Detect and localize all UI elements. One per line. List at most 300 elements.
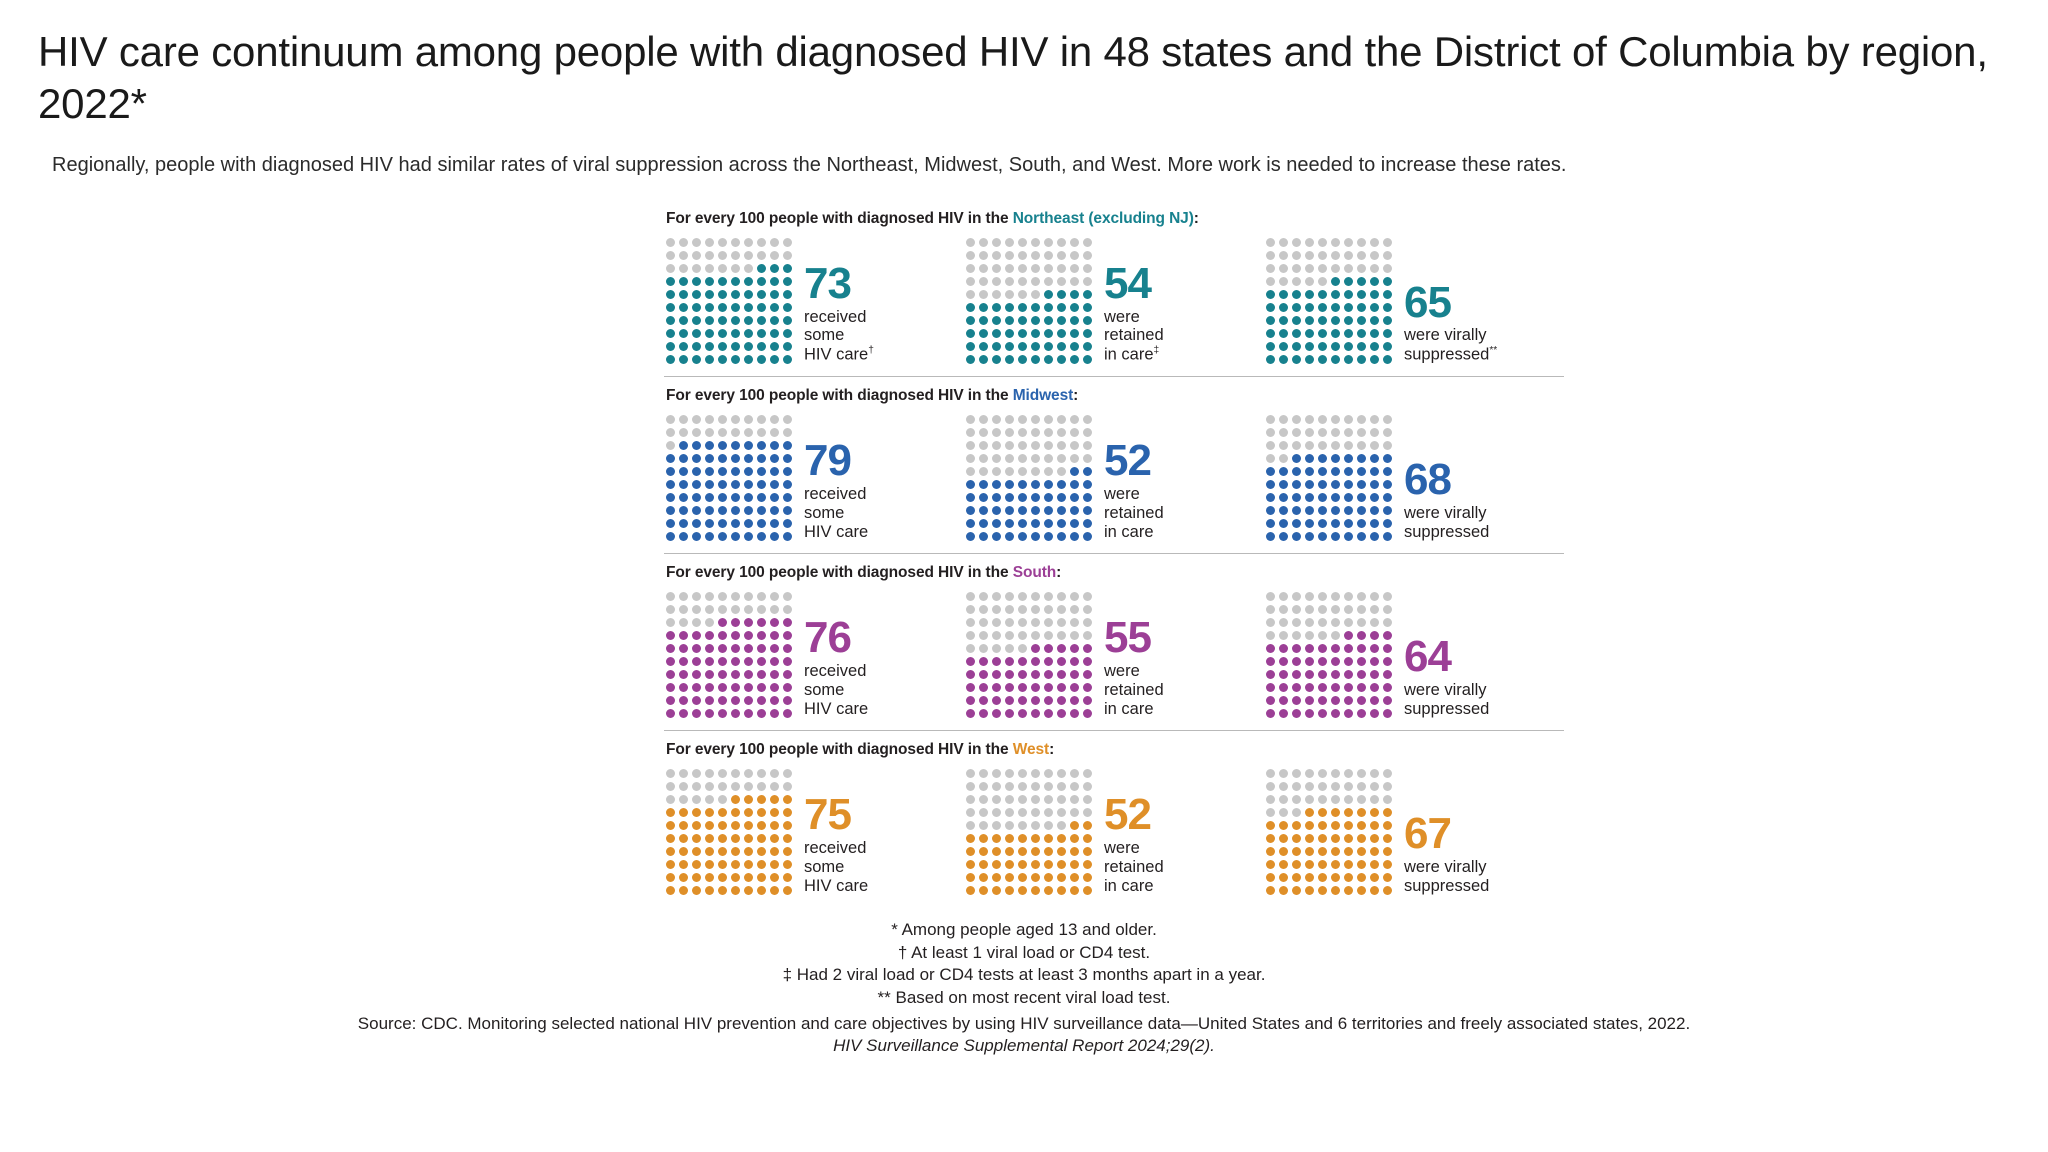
dot-filled bbox=[1383, 808, 1392, 817]
dot-filled bbox=[1331, 329, 1340, 338]
dot-filled bbox=[1344, 709, 1353, 718]
dot-filled bbox=[1357, 821, 1366, 830]
footnote-asterisk: * Among people aged 13 and older. bbox=[891, 920, 1157, 940]
metric-label-block bbox=[1404, 277, 1498, 367]
dot-empty bbox=[1279, 592, 1288, 601]
dot-empty bbox=[1370, 238, 1379, 247]
dot-filled bbox=[666, 342, 675, 351]
dot-filled bbox=[1305, 303, 1314, 312]
dot-filled bbox=[979, 683, 988, 692]
dot-filled bbox=[705, 342, 714, 351]
dot-empty bbox=[1044, 808, 1053, 817]
dot-filled bbox=[731, 532, 740, 541]
dot-filled bbox=[1357, 342, 1366, 351]
dot-empty bbox=[666, 251, 675, 260]
dot-empty bbox=[1005, 644, 1014, 653]
dot-filled bbox=[1383, 631, 1392, 640]
dot-empty bbox=[1292, 808, 1301, 817]
region-panels bbox=[664, 200, 1564, 907]
heading-colon: : bbox=[1049, 741, 1055, 759]
dot-filled bbox=[731, 834, 740, 843]
dot-filled bbox=[1266, 355, 1275, 364]
dot-filled bbox=[757, 657, 766, 666]
dot-empty bbox=[783, 769, 792, 778]
dot-empty bbox=[1279, 441, 1288, 450]
dot-empty bbox=[1370, 769, 1379, 778]
dot-empty bbox=[979, 618, 988, 627]
dot-empty bbox=[1305, 631, 1314, 640]
dot-filled bbox=[1344, 873, 1353, 882]
dot-filled bbox=[692, 493, 701, 502]
dot-empty bbox=[1292, 415, 1301, 424]
dot-empty bbox=[770, 428, 779, 437]
dot-filled bbox=[1031, 506, 1040, 515]
dot-filled bbox=[966, 342, 975, 351]
dot-filled bbox=[1057, 532, 1066, 541]
dot-filled bbox=[1031, 657, 1040, 666]
dot-filled bbox=[718, 342, 727, 351]
dot-filled bbox=[1031, 696, 1040, 705]
dot-filled bbox=[705, 886, 714, 895]
metric-caption-line: some bbox=[804, 857, 845, 876]
dot-empty bbox=[1057, 454, 1066, 463]
dot-filled bbox=[1318, 467, 1327, 476]
dot-empty bbox=[1005, 454, 1014, 463]
dot-empty bbox=[1357, 238, 1366, 247]
dot-filled bbox=[679, 834, 688, 843]
dot-filled bbox=[705, 631, 714, 640]
dot-empty bbox=[1044, 277, 1053, 286]
dot-empty bbox=[1305, 605, 1314, 614]
dot-filled bbox=[992, 329, 1001, 338]
dot-empty bbox=[1279, 795, 1288, 804]
dot-filled bbox=[1370, 683, 1379, 692]
dot-empty bbox=[1044, 238, 1053, 247]
metric-caption-line: retained bbox=[1104, 503, 1164, 522]
dot-filled bbox=[1292, 873, 1301, 882]
dot-filled bbox=[783, 290, 792, 299]
dot-empty bbox=[666, 415, 675, 424]
dot-filled bbox=[666, 532, 675, 541]
dot-filled bbox=[1331, 886, 1340, 895]
dot-filled bbox=[666, 657, 675, 666]
dot-empty bbox=[679, 238, 688, 247]
dot-empty bbox=[1031, 454, 1040, 463]
dot-filled bbox=[1357, 277, 1366, 286]
dot-filled bbox=[1331, 644, 1340, 653]
dot-filled bbox=[1331, 657, 1340, 666]
dot-filled bbox=[1318, 454, 1327, 463]
dot-filled bbox=[1279, 657, 1288, 666]
dot-filled bbox=[705, 821, 714, 830]
dot-filled bbox=[1383, 847, 1392, 856]
dot-filled bbox=[783, 886, 792, 895]
dot-empty bbox=[705, 251, 714, 260]
dot-filled bbox=[1305, 834, 1314, 843]
dot-filled bbox=[1331, 821, 1340, 830]
dot-empty bbox=[992, 605, 1001, 614]
dot-filled bbox=[1266, 670, 1275, 679]
dot-filled bbox=[1279, 886, 1288, 895]
dot-filled bbox=[770, 355, 779, 364]
dot-filled bbox=[757, 631, 766, 640]
dot-filled bbox=[783, 303, 792, 312]
dot-filled bbox=[1018, 342, 1027, 351]
dot-filled bbox=[783, 519, 792, 528]
dot-empty bbox=[1057, 264, 1066, 273]
dot-filled bbox=[1279, 821, 1288, 830]
dot-empty bbox=[783, 592, 792, 601]
dot-empty bbox=[718, 795, 727, 804]
dot-filled bbox=[992, 506, 1001, 515]
metric-label-block bbox=[804, 613, 869, 720]
dot-empty bbox=[1018, 782, 1027, 791]
dot-filled bbox=[783, 618, 792, 627]
dot-filled bbox=[1083, 696, 1092, 705]
dot-empty bbox=[1018, 467, 1027, 476]
dot-empty bbox=[1031, 605, 1040, 614]
dot-filled bbox=[1266, 493, 1275, 502]
dot-filled bbox=[1070, 303, 1079, 312]
dot-filled bbox=[1044, 316, 1053, 325]
dot-filled bbox=[1370, 847, 1379, 856]
dot-filled bbox=[1083, 821, 1092, 830]
dot-filled bbox=[1044, 532, 1053, 541]
metric-caption-line: in care bbox=[1104, 699, 1154, 718]
dot-filled bbox=[992, 873, 1001, 882]
dot-filled bbox=[1005, 657, 1014, 666]
dot-empty bbox=[757, 592, 766, 601]
dot-filled bbox=[1083, 355, 1092, 364]
dot-filled bbox=[1266, 644, 1275, 653]
dot-filled bbox=[1005, 480, 1014, 489]
dot-empty bbox=[1018, 251, 1027, 260]
dot-filled bbox=[1083, 847, 1092, 856]
dot-filled bbox=[1370, 329, 1379, 338]
dot-filled bbox=[679, 303, 688, 312]
dot-filled bbox=[705, 670, 714, 679]
dot-empty bbox=[770, 782, 779, 791]
metric-caption-line: HIV care bbox=[804, 876, 869, 895]
dot-matrix bbox=[664, 413, 794, 543]
dot-filled bbox=[757, 847, 766, 856]
dot-filled bbox=[1305, 290, 1314, 299]
dot-empty bbox=[705, 769, 714, 778]
dot-empty bbox=[679, 618, 688, 627]
dot-filled bbox=[705, 860, 714, 869]
dot-filled bbox=[966, 657, 975, 666]
dot-filled bbox=[1057, 342, 1066, 351]
metric-label-block bbox=[804, 258, 874, 366]
dot-empty bbox=[1331, 795, 1340, 804]
dot-empty bbox=[992, 290, 1001, 299]
dot-empty bbox=[1305, 277, 1314, 286]
dot-empty bbox=[1070, 441, 1079, 450]
dot-filled bbox=[1070, 329, 1079, 338]
metric-caption-line: retained bbox=[1104, 326, 1164, 345]
dot-filled bbox=[966, 493, 975, 502]
dot-filled bbox=[1057, 316, 1066, 325]
dot-empty bbox=[1266, 631, 1275, 640]
dot-filled bbox=[1331, 847, 1340, 856]
dot-empty bbox=[1305, 264, 1314, 273]
dot-filled bbox=[679, 329, 688, 338]
dot-filled bbox=[1357, 670, 1366, 679]
metric-label-block bbox=[804, 790, 869, 897]
dot-filled bbox=[1344, 657, 1353, 666]
dot-empty bbox=[1018, 795, 1027, 804]
dot-filled bbox=[1370, 873, 1379, 882]
dot-filled bbox=[1331, 519, 1340, 528]
dot-filled bbox=[979, 303, 988, 312]
dot-empty bbox=[1005, 631, 1014, 640]
dot-empty bbox=[1370, 605, 1379, 614]
dot-filled bbox=[666, 329, 675, 338]
dot-filled bbox=[744, 467, 753, 476]
dot-filled bbox=[1031, 670, 1040, 679]
dot-filled bbox=[1279, 493, 1288, 502]
dot-filled bbox=[1044, 657, 1053, 666]
dot-empty bbox=[1331, 441, 1340, 450]
dot-empty bbox=[1005, 277, 1014, 286]
dot-filled bbox=[757, 696, 766, 705]
dot-empty bbox=[1031, 618, 1040, 627]
dot-filled bbox=[1044, 834, 1053, 843]
dot-filled bbox=[1044, 683, 1053, 692]
dot-filled bbox=[1331, 683, 1340, 692]
dot-empty bbox=[1044, 605, 1053, 614]
dot-matrix bbox=[964, 767, 1094, 897]
dot-empty bbox=[979, 290, 988, 299]
dot-empty bbox=[783, 605, 792, 614]
dot-filled bbox=[1018, 316, 1027, 325]
dot-filled bbox=[1305, 808, 1314, 817]
dot-empty bbox=[1005, 251, 1014, 260]
dot-filled bbox=[1292, 480, 1301, 489]
dot-empty bbox=[979, 277, 988, 286]
dot-filled bbox=[1005, 303, 1014, 312]
dot-empty bbox=[1318, 592, 1327, 601]
dot-matrix bbox=[1264, 590, 1394, 720]
dot-filled bbox=[705, 441, 714, 450]
dot-filled bbox=[1318, 834, 1327, 843]
metric-label-block bbox=[1104, 613, 1164, 720]
dot-filled bbox=[1331, 493, 1340, 502]
dot-filled bbox=[1331, 506, 1340, 515]
metric-label-block bbox=[1404, 632, 1490, 720]
dot-filled bbox=[783, 709, 792, 718]
dot-filled bbox=[692, 873, 701, 882]
dot-filled bbox=[992, 342, 1001, 351]
dot-empty bbox=[1370, 441, 1379, 450]
metric-value: 54 bbox=[1104, 258, 1151, 308]
dot-empty bbox=[1031, 251, 1040, 260]
dot-filled bbox=[1292, 821, 1301, 830]
dot-filled bbox=[1005, 316, 1014, 325]
dot-empty bbox=[783, 238, 792, 247]
dot-empty bbox=[979, 769, 988, 778]
metric-group bbox=[1264, 236, 1564, 366]
dot-filled bbox=[1018, 355, 1027, 364]
dot-filled bbox=[1318, 860, 1327, 869]
dot-filled bbox=[1357, 290, 1366, 299]
metric-caption-line: HIV care bbox=[804, 699, 869, 718]
footnotes bbox=[174, 919, 1874, 1058]
dot-filled bbox=[1279, 480, 1288, 489]
dot-filled bbox=[1383, 290, 1392, 299]
dot-filled bbox=[770, 480, 779, 489]
dot-filled bbox=[979, 657, 988, 666]
dot-filled bbox=[731, 847, 740, 856]
dot-empty bbox=[1357, 251, 1366, 260]
dot-empty bbox=[666, 605, 675, 614]
dot-filled bbox=[731, 290, 740, 299]
metric-label-block bbox=[1104, 258, 1164, 366]
dot-filled bbox=[1370, 886, 1379, 895]
dot-filled bbox=[679, 454, 688, 463]
dot-empty bbox=[1383, 428, 1392, 437]
dot-filled bbox=[744, 847, 753, 856]
dot-filled bbox=[1305, 860, 1314, 869]
dot-filled bbox=[1083, 709, 1092, 718]
dot-filled bbox=[731, 329, 740, 338]
footnote-marker: ‡ bbox=[1153, 345, 1160, 357]
dot-filled bbox=[770, 342, 779, 351]
dot-empty bbox=[1279, 605, 1288, 614]
dot-filled bbox=[1357, 519, 1366, 528]
dot-empty bbox=[1305, 238, 1314, 247]
dot-filled bbox=[718, 644, 727, 653]
metric-caption-line: some bbox=[804, 680, 845, 699]
dot-filled bbox=[770, 316, 779, 325]
dot-filled bbox=[1057, 290, 1066, 299]
dot-filled bbox=[757, 290, 766, 299]
dot-empty bbox=[1344, 238, 1353, 247]
dot-filled bbox=[1083, 303, 1092, 312]
dot-filled bbox=[966, 480, 975, 489]
dot-empty bbox=[1070, 277, 1079, 286]
dot-filled bbox=[757, 644, 766, 653]
dot-empty bbox=[1344, 618, 1353, 627]
dot-empty bbox=[1318, 428, 1327, 437]
dot-filled bbox=[966, 329, 975, 338]
metric-caption bbox=[1404, 504, 1489, 541]
dot-filled bbox=[1370, 316, 1379, 325]
dot-filled bbox=[731, 886, 740, 895]
dot-filled bbox=[1279, 532, 1288, 541]
dot-empty bbox=[1044, 782, 1053, 791]
dot-filled bbox=[718, 886, 727, 895]
report-line: HIV Surveillance Supplemental Report 2024;29(2). bbox=[833, 1036, 1215, 1056]
dot-empty bbox=[1266, 769, 1275, 778]
dot-empty bbox=[692, 782, 701, 791]
dot-filled bbox=[966, 670, 975, 679]
dot-empty bbox=[1318, 251, 1327, 260]
dot-filled bbox=[783, 696, 792, 705]
dot-filled bbox=[1357, 454, 1366, 463]
dot-filled bbox=[1057, 493, 1066, 502]
dot-filled bbox=[705, 277, 714, 286]
dot-empty bbox=[1018, 808, 1027, 817]
dot-filled bbox=[992, 860, 1001, 869]
dot-filled bbox=[770, 290, 779, 299]
dot-filled bbox=[705, 834, 714, 843]
metric-caption bbox=[804, 662, 868, 718]
metric-group bbox=[664, 236, 964, 366]
dot-filled bbox=[1357, 493, 1366, 502]
dot-filled bbox=[718, 277, 727, 286]
dot-filled bbox=[666, 886, 675, 895]
region-panel bbox=[664, 731, 1564, 907]
dot-filled bbox=[757, 454, 766, 463]
dot-empty bbox=[1292, 769, 1301, 778]
dot-filled bbox=[692, 631, 701, 640]
dot-empty bbox=[1083, 264, 1092, 273]
dot-filled bbox=[731, 441, 740, 450]
dot-empty bbox=[1383, 251, 1392, 260]
dot-filled bbox=[744, 342, 753, 351]
dot-filled bbox=[1005, 683, 1014, 692]
dot-empty bbox=[705, 592, 714, 601]
dot-filled bbox=[1331, 808, 1340, 817]
dot-filled bbox=[692, 467, 701, 476]
dot-filled bbox=[666, 290, 675, 299]
dot-filled bbox=[770, 795, 779, 804]
dot-empty bbox=[966, 467, 975, 476]
dot-filled bbox=[692, 532, 701, 541]
dot-filled bbox=[731, 303, 740, 312]
dot-empty bbox=[1044, 251, 1053, 260]
dot-filled bbox=[770, 886, 779, 895]
dot-filled bbox=[979, 847, 988, 856]
dot-empty bbox=[1044, 264, 1053, 273]
metric-value: 73 bbox=[804, 258, 851, 308]
dot-filled bbox=[1357, 873, 1366, 882]
metric-group bbox=[964, 590, 1264, 720]
dot-filled bbox=[770, 467, 779, 476]
dot-filled bbox=[718, 670, 727, 679]
dot-empty bbox=[1344, 428, 1353, 437]
dot-filled bbox=[1044, 644, 1053, 653]
dot-filled bbox=[731, 618, 740, 627]
dot-filled bbox=[783, 277, 792, 286]
dot-filled bbox=[1018, 329, 1027, 338]
dot-empty bbox=[966, 251, 975, 260]
dot-empty bbox=[979, 605, 988, 614]
dot-empty bbox=[718, 238, 727, 247]
dot-empty bbox=[979, 428, 988, 437]
dot-filled bbox=[1305, 316, 1314, 325]
dot-empty bbox=[1305, 782, 1314, 791]
dot-filled bbox=[757, 303, 766, 312]
dot-filled bbox=[979, 709, 988, 718]
dot-filled bbox=[1266, 696, 1275, 705]
dot-filled bbox=[1057, 670, 1066, 679]
dot-filled bbox=[1331, 454, 1340, 463]
dot-filled bbox=[692, 355, 701, 364]
dot-empty bbox=[1031, 238, 1040, 247]
dot-filled bbox=[1018, 493, 1027, 502]
dot-empty bbox=[1083, 605, 1092, 614]
dot-filled bbox=[1279, 329, 1288, 338]
dot-empty bbox=[744, 238, 753, 247]
dot-filled bbox=[1292, 644, 1301, 653]
dot-filled bbox=[1318, 290, 1327, 299]
dot-filled bbox=[718, 618, 727, 627]
dot-empty bbox=[1083, 251, 1092, 260]
dot-filled bbox=[718, 355, 727, 364]
dot-empty bbox=[1279, 277, 1288, 286]
